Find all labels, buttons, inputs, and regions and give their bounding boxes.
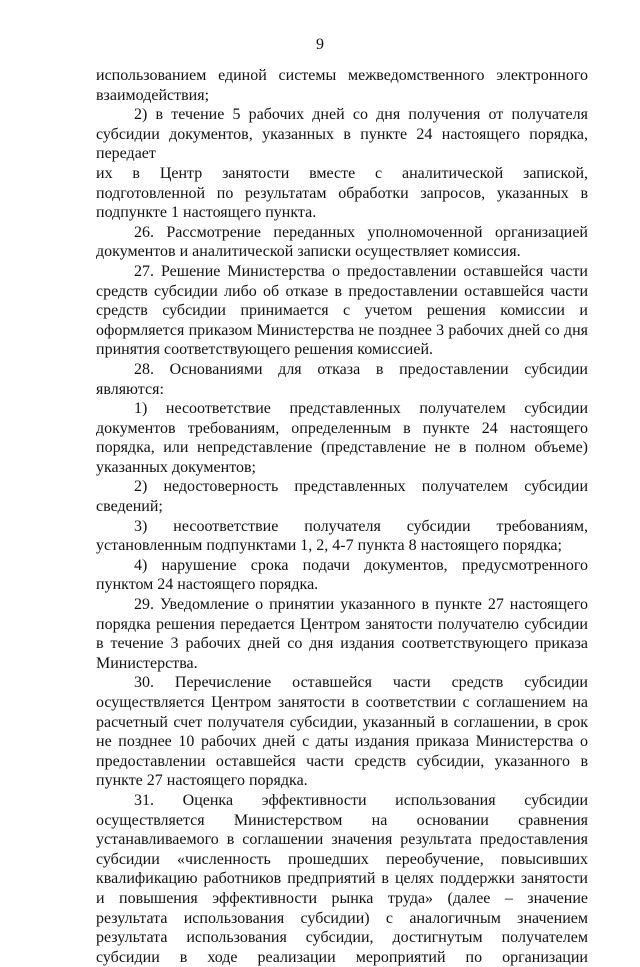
page-number: 9 xyxy=(316,36,324,53)
paragraph-28-item-2: 2) недостоверность представленных получателем субсидии сведений; xyxy=(96,478,588,516)
paragraph-27: 27. Решение Министерства о предоставлении оставшейся части средств субсидии либо об отказе в предоставлении оставшейся части средств субсидии принимается с учетом решения комиссии и оформляется приказом Министерства не позднее 3 рабочих дней со дня принятия соответствующего решения комиссией. xyxy=(96,262,588,359)
paragraph-item-2: 2) в течение 5 рабочих дней со дня получения от получателя субсидии документов, указанных в пункте 24 настоящего порядка, передает xyxy=(96,106,588,163)
paragraph-30: 30. Перечисление оставшейся части средств субсидии осуществляется Центром занятости в соответствии с соглашением на расчетный счет получателя субсидии, указанный в соглашении, в срок не позднее 10 рабочих дней с даты издания приказа Министерства о предоставлении оставшейся части средств субсидии, указанного в пункте 27 настоящего порядка. xyxy=(96,674,588,790)
paragraph-31: 31. Оценка эффективности использования субсидии осуществляется Министерством на основании сравнения устанавливаемого в соглашении значения результата предоставления субсидии «численность прошедших переобучение, повысивших квалификацию работников предприятий в целях поддержки занятости и повышения эффективности рынка труда» (далее – значение результата использования субсидии) с аналогичным значением результата использования субсидии, достигнутым получателем субсидии в ходе реализации мероприятий по организации xyxy=(96,791,588,966)
paragraph-item-2-continuation: их в Центр занятости вместе с аналитической запиской, подготовленной по результатам обработки запросов, указанных в подпункте 1 настоящего пункта. xyxy=(96,164,588,222)
paragraph-28-item-1: 1) несоответствие представленных получателем субсидии документов требованиям, определенным в пункте 24 настоящего порядка, или непредставление (представление не в полном объеме) указанных документов; xyxy=(96,400,588,476)
paragraph-28: 28. Основаниями для отказа в предоставлении субсидии являются: xyxy=(96,360,588,398)
document-body xyxy=(96,66,588,967)
paragraph-continuation: использованием единой системы межведомственного электронного взаимодействия; xyxy=(96,67,588,104)
paragraph-28-item-4: 4) нарушение срока подачи документов, предусмотренного пунктом 24 настоящего порядка. xyxy=(96,556,588,594)
paragraph-29: 29. Уведомление о принятии указанного в пункте 27 настоящего порядка решения передается Центром занятости получателю субсидии в течение 3 рабочих дней со дня издания соответствующего приказа Министерства. xyxy=(96,596,588,672)
paragraph-26: 26. Рассмотрение переданных уполномоченной организацией документов и аналитической записки осуществляет комиссия. xyxy=(96,223,588,261)
paragraph-28-item-3: 3) несоответствие получателя субсидии требованиям, установленным подпунктами 1, 2, 4-7 пункта 8 настоящего порядка; xyxy=(96,517,588,555)
